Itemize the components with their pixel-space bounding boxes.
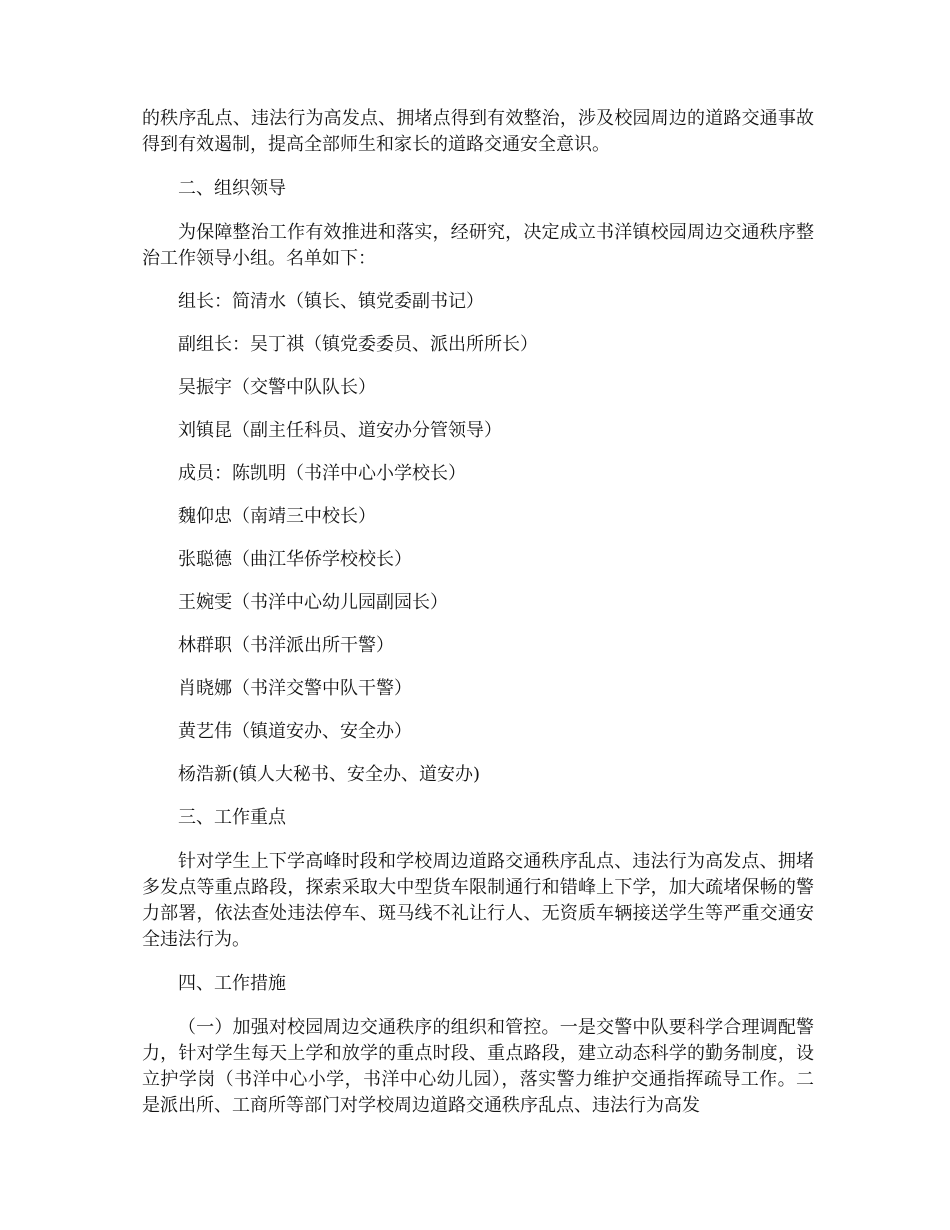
paragraph-key-work: 针对学生上下学高峰时段和学校周边道路交通秩序乱点、违法行为高发点、拥堵多发点等重点路段，探索采取大中型货车限制通行和错峰上下学，加大疏堵保畅的警力部署，依法查处违法停车、斑马线不礼让行人、无资质车辆接送学生等严重交通安全违法行为。 <box>142 851 814 950</box>
section-heading-key-work: 三、工作重点 <box>178 807 286 828</box>
list-item-member-3: 张聪德（曲江华侨学校校长） <box>178 549 412 570</box>
section-heading-organization: 二、组织领导 <box>178 178 286 199</box>
list-item-member-4: 王婉雯（书洋中心幼儿园副园长） <box>178 592 448 613</box>
list-item-deputy-leader: 副组长：吴丁祺（镇党委委员、派出所所长） <box>178 334 538 355</box>
list-item-member-2: 魏仰忠（南靖三中校长） <box>178 506 376 527</box>
paragraph-continuation: 的秩序乱点、违法行为高发点、拥堵点得到有效整治，涉及校园周边的道路交通事故得到有效遏制，提高全部师生和家长的道路交通安全意识。 <box>142 108 814 155</box>
section-heading-measures: 四、工作措施 <box>178 973 286 994</box>
list-item-member-8: 杨浩新(镇人大秘书、安全办、道安办) <box>178 764 481 785</box>
paragraph-measures-1: （一）加强对校园周边交通秩序的组织和管控。一是交警中队要科学合理调配警力，针对学生每天上学和放学的重点时段、重点路段，建立动态科学的勤务制度，设立护学岗（书洋中心小学，书洋中心幼儿园），落实警力维护交通指挥疏导工作。二是派出所、工商所等部门对学校周边道路交通秩序乱点、违法行为高发 <box>142 1017 814 1116</box>
list-item-member-5: 林群职（书洋派出所干警） <box>178 635 394 656</box>
list-item-deputy-3: 刘镇昆（副主任科员、道安办分管领导） <box>178 420 502 441</box>
list-item-deputy-2: 吴振宇（交警中队队长） <box>178 377 376 398</box>
list-item-member-7: 黄艺伟（镇道安办、安全办） <box>178 721 412 742</box>
list-item-member-1: 成员：陈凯明（书洋中心小学校长） <box>178 463 466 484</box>
list-item-leader: 组长：简清水（镇长、镇党委副书记） <box>178 291 484 312</box>
list-item-member-6: 肖晓娜（书洋交警中队干警） <box>178 678 412 699</box>
document-body <box>142 106 814 1119</box>
paragraph-group-intro: 为保障整治工作有效推进和落实，经研究，决定成立书洋镇校园周边交通秩序整治工作领导小组。名单如下： <box>142 222 814 269</box>
